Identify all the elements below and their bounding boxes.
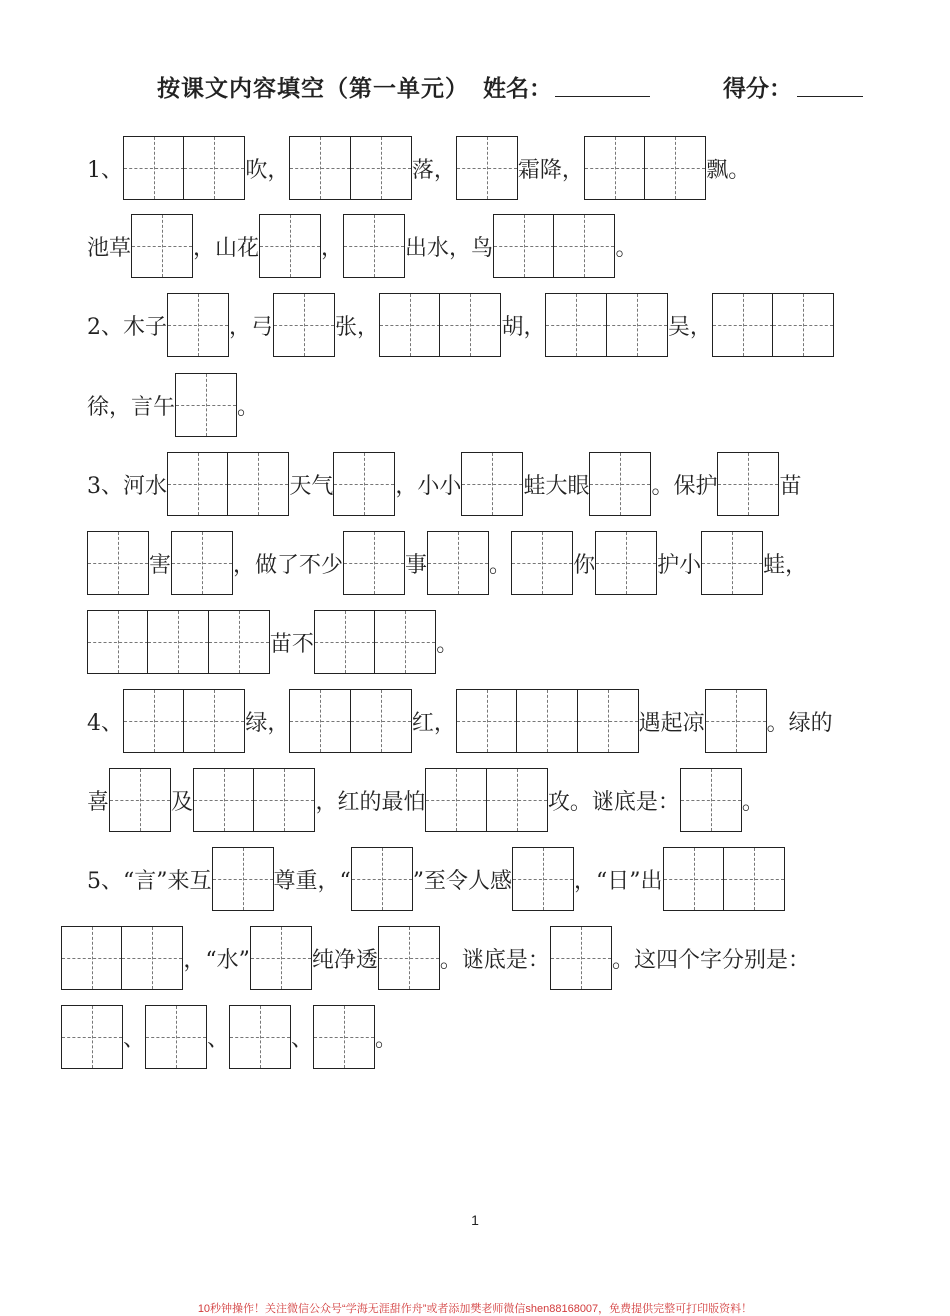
tian-grid-answer-box[interactable] [208,610,270,674]
tian-grid-answer-box[interactable] [109,768,171,832]
tian-grid-answer-box[interactable] [606,293,668,357]
exercise-text: 苗不 [269,631,314,657]
tian-grid-answer-box[interactable] [193,768,255,832]
tian-grid-answer-box[interactable] [183,689,245,753]
tian-grid-answer-box[interactable] [87,531,149,595]
exercise-text: 。 [615,235,638,261]
answer-box-group [343,214,405,278]
answer-box-group [259,214,321,278]
footer-note: 10秒钟操作！关注微信公众号“学海无涯甜作舟”或者添加樊老师微信shen88168007，免费提供完整可打印版资料！ [197,1303,753,1315]
tian-grid-answer-box[interactable] [680,768,742,832]
answer-box-group [584,136,706,200]
tian-grid-answer-box[interactable] [123,689,185,753]
tian-grid-answer-box[interactable] [516,689,578,753]
exercise-text: 苗 [779,473,802,499]
answer-box-group [456,689,639,753]
exercise-text: 、 [207,1026,230,1052]
tian-grid-answer-box[interactable] [378,926,440,990]
tian-grid-answer-box[interactable] [379,293,441,357]
exercise-text: 攻。谜底是： [547,789,680,815]
tian-grid-answer-box[interactable] [425,768,487,832]
answer-box-group [61,926,183,990]
exercise-text: 。 [436,631,459,657]
tian-grid-answer-box[interactable] [595,531,657,595]
tian-grid-answer-box[interactable] [712,293,774,357]
tian-grid-answer-box[interactable] [550,926,612,990]
answer-box-group [550,926,612,990]
tian-grid-answer-box[interactable] [351,847,413,911]
exercise-text: ， [321,235,344,261]
answer-box-group [167,293,229,357]
tian-grid-answer-box[interactable] [456,136,518,200]
tian-grid-answer-box[interactable] [427,531,489,595]
tian-grid-answer-box[interactable] [61,926,123,990]
tian-grid-answer-box[interactable] [343,531,405,595]
exercise-text: 。谜底是： [439,947,550,973]
worksheet-title: 按课文内容填空（第一单元） [157,75,469,102]
answer-box-group [109,768,171,832]
exercise-text: 1、 [87,157,123,183]
tian-grid-answer-box[interactable] [511,531,573,595]
answer-box-group [512,847,574,911]
answer-box-group [379,293,501,357]
exercise-text: 天气 [289,473,334,499]
tian-grid-answer-box[interactable] [456,689,518,753]
answer-box-group [145,1005,207,1069]
answer-box-group [171,531,233,595]
exercise-text: 。 [489,552,512,578]
tian-grid-answer-box[interactable] [289,689,351,753]
exercise-text: 霜降， [517,157,584,183]
exercise-text: 。这四个字分别是： [611,947,810,973]
tian-grid-answer-box[interactable] [553,214,615,278]
tian-grid-answer-box[interactable] [343,214,405,278]
exercise-text: 、 [123,1026,146,1052]
score-blank[interactable] [797,96,863,97]
answer-box-group [701,531,763,595]
tian-grid-answer-box[interactable] [253,768,315,832]
tian-grid-answer-box[interactable] [701,531,763,595]
exercise-text: 2、木子 [87,314,167,340]
tian-grid-answer-box[interactable] [577,689,639,753]
name-label: 姓名： [483,75,552,102]
tian-grid-answer-box[interactable] [167,452,229,516]
tian-grid-answer-box[interactable] [289,136,351,200]
answer-box-group [456,136,518,200]
tian-grid-answer-box[interactable] [723,847,785,911]
exercise-text: 喜 [87,789,110,815]
tian-grid-answer-box[interactable] [350,689,412,753]
exercise-text: 4、 [87,710,123,736]
tian-grid-answer-box[interactable] [183,136,245,200]
exercise-text: 尊重，“ [273,868,351,894]
tian-grid-answer-box[interactable] [167,293,229,357]
answer-box-group [589,452,651,516]
tian-grid-answer-box[interactable] [589,452,651,516]
tian-grid-answer-box[interactable] [374,610,436,674]
exercise-line [61,925,810,991]
answer-box-group [123,136,245,200]
answer-box-group [314,610,436,674]
exercise-text: 及 [171,789,194,815]
answer-box-group [493,214,615,278]
exercise-text: 绿， [245,710,290,736]
exercise-line [87,609,458,675]
answer-box-group [461,452,523,516]
answer-box-group [333,452,395,516]
tian-grid-answer-box[interactable] [772,293,834,357]
tian-grid-answer-box[interactable] [663,847,725,911]
answer-box-group [680,768,742,832]
exercise-line [87,530,807,596]
tian-grid-answer-box[interactable] [147,610,209,674]
exercise-line [87,135,750,201]
answer-box-group [712,293,834,357]
exercise-text: 出水，鸟 [405,235,494,261]
exercise-line [87,292,834,358]
tian-grid-answer-box[interactable] [87,610,149,674]
header [0,70,950,110]
answer-box-group [705,689,767,753]
exercise-line [87,846,785,912]
answer-box-group [273,293,335,357]
answer-box-group [425,768,547,832]
exercise-line [87,767,764,833]
exercise-text: 徐，言午 [87,394,176,420]
exercise-text: ，山花 [193,235,260,261]
answer-box-group [289,136,411,200]
page-number: 1 [471,1212,479,1228]
exercise-line [61,1004,397,1070]
score-label: 得分： [723,75,792,102]
exercise-text: ，做了不少 [233,552,344,578]
tian-grid-answer-box[interactable] [171,531,233,595]
exercise-text: 。绿的 [766,710,833,736]
exercise-text: 胡， [501,314,546,340]
exercise-text: 害 [149,552,172,578]
tian-grid-answer-box[interactable] [705,689,767,753]
answer-box-group [595,531,657,595]
answer-box-group [167,452,289,516]
exercise-line [87,213,637,279]
answer-box-group [87,610,270,674]
exercise-text: 飘。 [706,157,751,183]
name-blank[interactable] [555,96,650,97]
exercise-text: 。 [741,789,764,815]
exercise-text: 池草 [87,235,132,261]
answer-box-group [545,293,667,357]
tian-grid-answer-box[interactable] [131,214,193,278]
answer-box-group [193,768,315,832]
tian-grid-answer-box[interactable] [61,1005,123,1069]
exercise-text: 3、河水 [87,473,167,499]
tian-grid-answer-box[interactable] [333,452,395,516]
exercise-text: ，弓 [229,314,274,340]
exercise-text: ”至令人感 [412,868,512,894]
answer-box-group [212,847,274,911]
exercise-text: ，“水” [183,947,250,973]
tian-grid-answer-box[interactable] [123,136,185,200]
exercise-text: 。 [375,1026,398,1052]
exercise-text: 。 [237,394,260,420]
tian-grid-answer-box[interactable] [250,926,312,990]
tian-grid-answer-box[interactable] [717,452,779,516]
exercise-text: 吹， [245,157,290,183]
exercise-text: 事 [405,552,428,578]
exercise-text: 红， [411,710,456,736]
tian-grid-answer-box[interactable] [212,847,274,911]
tian-grid-answer-box[interactable] [121,926,183,990]
answer-box-group [87,531,149,595]
answer-box-group [229,1005,291,1069]
exercise-text: ，小小 [395,473,462,499]
tian-grid-answer-box[interactable] [350,136,412,200]
exercise-text: 你 [573,552,596,578]
exercise-text: 护小 [657,552,702,578]
tian-grid-answer-box[interactable] [175,373,237,437]
answer-box-group [351,847,413,911]
tian-grid-answer-box[interactable] [227,452,289,516]
tian-grid-answer-box[interactable] [145,1005,207,1069]
tian-grid-answer-box[interactable] [273,293,335,357]
answer-box-group [343,531,405,595]
tian-grid-answer-box[interactable] [259,214,321,278]
exercise-text: 。保护 [651,473,718,499]
exercise-line [87,372,259,438]
exercise-text: 纯净透 [311,947,378,973]
answer-box-group [61,1005,123,1069]
exercise-text: ，“日”出 [574,868,663,894]
tian-grid-answer-box[interactable] [545,293,607,357]
exercise-line [87,451,801,517]
tian-grid-answer-box[interactable] [486,768,548,832]
tian-grid-answer-box[interactable] [229,1005,291,1069]
tian-grid-answer-box[interactable] [313,1005,375,1069]
exercise-text: ，红的最怕 [315,789,426,815]
tian-grid-answer-box[interactable] [461,452,523,516]
answer-box-group [123,689,245,753]
answer-box-group [717,452,779,516]
exercise-text: 吴， [667,314,712,340]
tian-grid-answer-box[interactable] [493,214,555,278]
tian-grid-answer-box[interactable] [439,293,501,357]
exercise-text: 蛙大眼 [523,473,590,499]
exercise-text: 、 [291,1026,314,1052]
exercise-text: 落， [411,157,456,183]
tian-grid-answer-box[interactable] [512,847,574,911]
answer-box-group [175,373,237,437]
answer-box-group [378,926,440,990]
tian-grid-answer-box[interactable] [314,610,376,674]
answer-box-group [511,531,573,595]
exercise-text: 张， [335,314,380,340]
answer-box-group [131,214,193,278]
exercise-text: 5、“言”来互 [87,868,212,894]
exercise-line [87,688,833,754]
exercise-text: 蛙， [763,552,808,578]
answer-box-group [427,531,489,595]
answer-box-group [313,1005,375,1069]
answer-box-group [663,847,785,911]
tian-grid-answer-box[interactable] [644,136,706,200]
tian-grid-answer-box[interactable] [584,136,646,200]
answer-box-group [289,689,411,753]
exercise-text: 遇起凉 [638,710,705,736]
answer-box-group [250,926,312,990]
